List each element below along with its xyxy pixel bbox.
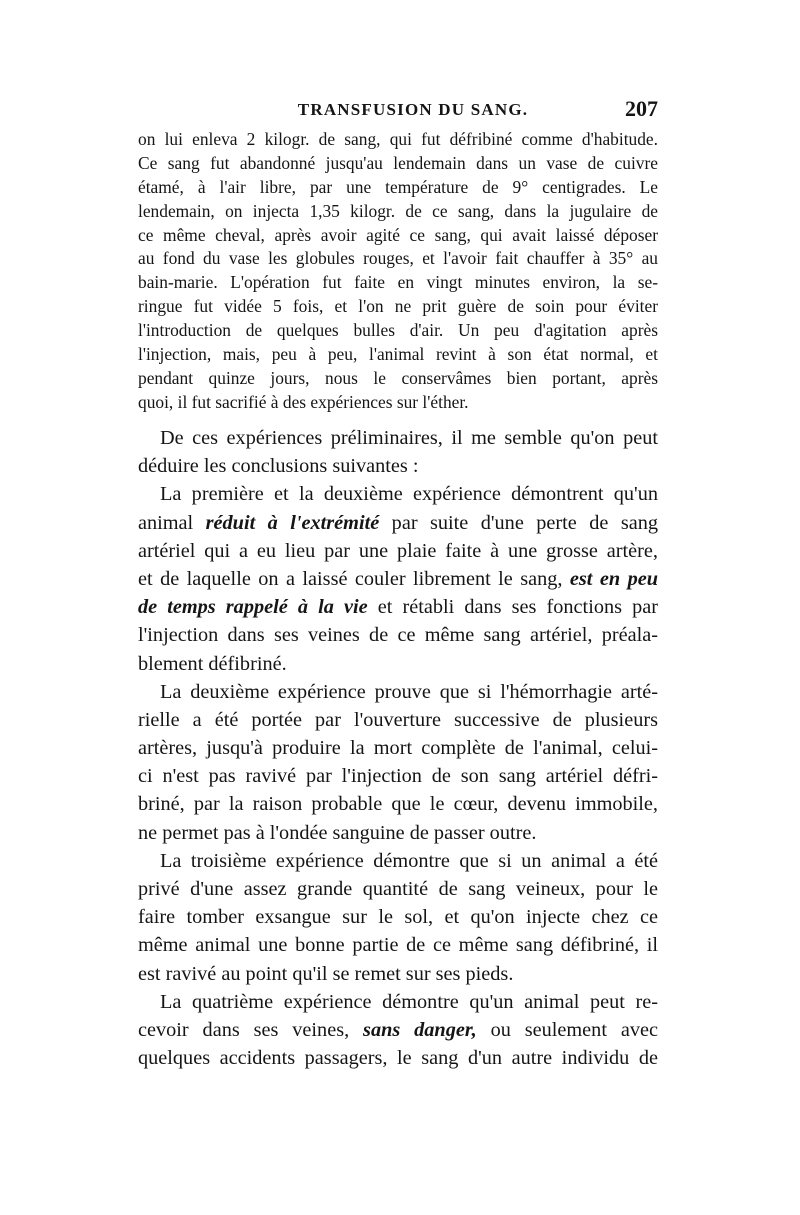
text-line: pendant quinze jours, nous le conservâmes bien portant, après [138, 367, 658, 388]
text-line: déduire les conclusions suivantes : [138, 455, 419, 478]
text-line: La quatrième expérience démontre qu'un animal peut re- [160, 990, 658, 1013]
text-line: La première et la deuxième expérience démontrent qu'un [160, 483, 658, 506]
text-line: est ravivé au point qu'il se remet sur ses pieds. [138, 962, 514, 985]
text-line: de temps rappelé à la vie et rétabli dans ses fonctions par [138, 596, 658, 619]
text-line: au fond du vase les globules rouges, et l'avoir fait chauffer à 35° au [138, 248, 658, 269]
emphasis: est en peu [569, 567, 659, 590]
text-line: ringue fut vidée 5 fois, et l'on ne prit guère de soin pour éviter [138, 296, 658, 317]
text-line: La deuxième expérience prouve que si l'hémorrhagie arté- [160, 680, 658, 703]
text-line: ne permet pas à l'ondée sanguine de passer outre. [138, 821, 537, 844]
text-line: De ces expériences préliminaires, il me semble qu'on peut [160, 427, 658, 449]
emphasis: de temps rappelé à la vie [138, 596, 368, 619]
conclusion-paragraph-4 [138, 988, 658, 1073]
running-head [138, 96, 658, 124]
text-line: ce même cheval, après avoir agité ce sang, qui avait laissé déposer [138, 224, 658, 245]
conclusion-paragraph-1 [138, 480, 658, 677]
experiment-note-paragraph [138, 128, 658, 415]
text-line: on lui enleva 2 kilogr. de sang, qui fut défribiné comme d'habitude. [138, 129, 658, 149]
text-line: blement défibriné. [138, 652, 287, 675]
conclusions-section [138, 424, 658, 1072]
emphasis: sans danger, [363, 1018, 477, 1041]
text-line: quoi, il fut sacrifié à des expériences sur l'éther. [138, 391, 469, 412]
text-line: quelques accidents passagers, le sang d'un autre individu de [138, 1047, 658, 1070]
text-line: lendemain, on injecta 1,35 kilogr. de ce sang, dans la jugulaire de [138, 200, 658, 221]
text-line: briné, par la raison probable que le cœur, devenu immobile, [138, 793, 658, 816]
text-line: l'injection, mais, peu à peu, l'animal revint à son état normal, et [138, 344, 658, 365]
text-line: ci n'est pas ravivé par l'injection de son sang artériel défri- [138, 765, 658, 788]
page-number: 207 [625, 96, 658, 121]
running-title: TRANSFUSION DU SANG. [297, 100, 529, 119]
conclusion-paragraph-2 [138, 678, 658, 847]
text-line: rielle a été portée par l'ouverture successive de plusieurs [138, 708, 658, 731]
text-line: cevoir dans ses veines, sans danger, ou seulement avec [138, 1018, 658, 1041]
conclusion-paragraph-3 [138, 847, 658, 988]
text-line: faire tomber exsangue sur le sol, et qu'on injecte chez ce [138, 906, 658, 929]
text-line: artères, jusqu'à produire la mort complète de l'animal, celui- [138, 737, 658, 760]
text-line: artériel qui a eu lieu par une plaie faite à une grosse artère, [138, 539, 658, 562]
text-line: même animal une bonne partie de ce même sang défibriné, il [138, 934, 658, 957]
text-line: La troisième expérience démontre que si un animal a été [160, 849, 658, 872]
text-line: l'introduction de quelques bulles d'air. Un peu d'agitation après [138, 320, 658, 341]
text-line: privé d'une assez grande quantité de sang veineux, pour le [138, 878, 658, 900]
intro-paragraph [138, 424, 658, 480]
text-line: et de laquelle on a laissé couler librement le sang, est en peu [138, 567, 659, 590]
text-line: étamé, à l'air libre, par une température de 9° centigrades. Le [138, 176, 658, 197]
text-line: l'injection dans ses veines de ce même sang artériel, préala- [138, 624, 658, 647]
emphasis: réduit à l'extrémité [205, 511, 380, 534]
text-line: bain-marie. L'opération fut faite en vingt minutes environ, la se- [138, 272, 658, 293]
text-line: Ce sang fut abandonné jusqu'au lendemain dans un vase de cuivre [138, 152, 658, 173]
text-line: animal réduit à l'extrémité par suite d'une perte de sang [138, 511, 658, 534]
